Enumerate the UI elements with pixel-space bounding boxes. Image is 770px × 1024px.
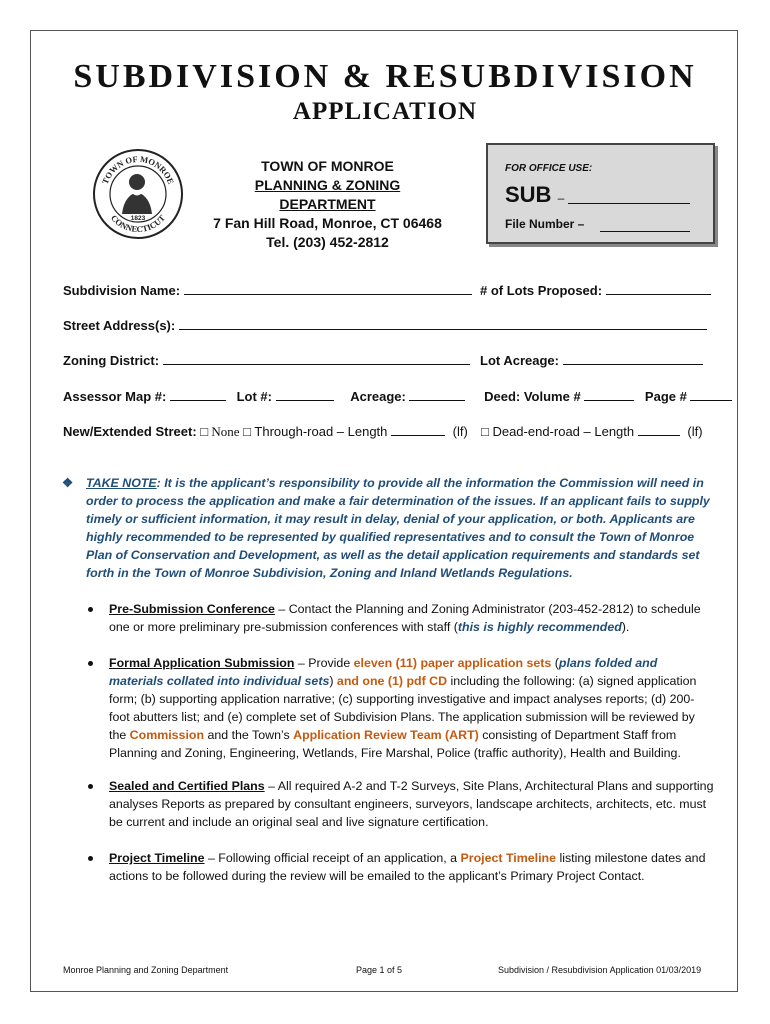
subdivision-name-label: Subdivision Name: <box>63 283 181 298</box>
subdivision-name-field[interactable] <box>184 293 472 295</box>
lf-unit-1: (lf) <box>452 424 468 439</box>
take-note-paragraph <box>62 474 712 582</box>
file-number-field[interactable] <box>600 231 690 232</box>
department-name: PLANNING & ZONING DEPARTMENT <box>254 177 401 212</box>
zoning-district-label: Zoning District: <box>63 353 160 368</box>
list-item-project-timeline: Project Timeline – Following official receipt of an application, a Project Timeline listing milestone dates and actions to be followed during the review will be emailed to the applicant’s Primary Project Contact. <box>88 849 714 885</box>
town-name: TOWN OF MONROE <box>261 158 394 174</box>
page-number-field[interactable] <box>690 399 732 401</box>
town-seal-logo <box>92 148 184 240</box>
file-number-label: File Number – <box>505 217 585 231</box>
lf-unit-2: (lf) <box>687 424 703 439</box>
zoning-district-field[interactable] <box>163 363 470 365</box>
list-item-sealed-plans: Sealed and Certified Plans – All required A-2 and T-2 Surveys, Site Plans, Architectural Plans and supporting analyses Reports as prepared by consultant engineers, surveyors, landscape architects, architects, etc. must be current and include an original seal and live signature certification. <box>88 777 714 831</box>
item-heading: Project Timeline <box>109 851 205 865</box>
assessor-map-label: Assessor Map #: <box>63 389 167 404</box>
lots-proposed-field[interactable] <box>606 293 711 295</box>
office-use-label: FOR OFFICE USE: <box>505 163 593 174</box>
option-dead-end-checkbox[interactable]: □ Dead-end-road – Length <box>481 424 635 439</box>
lot-number-label: Lot #: <box>236 389 272 404</box>
take-note-label: TAKE NOTE <box>86 476 157 490</box>
page-number-label: Page # <box>644 389 687 404</box>
new-street-row <box>63 424 468 440</box>
lot-acreage-label: Lot Acreage: <box>480 353 559 368</box>
list-item-pre-submission: Pre-Submission Conference – Contact the Planning and Zoning Administrator (203-452-2812) to schedule one or more preliminary pre-submission conferences with staff (this is highly recommended). <box>88 600 714 636</box>
lot-number-field[interactable] <box>276 399 334 401</box>
list-item-formal-submission: Formal Application Submission – Provide eleven (11) paper application sets (plans folded and materials collated into individual sets) and one (1) pdf CD including the following: (a) signed application form; (b) supporting application narrative; (c) supporting investigative and impact analyses reports; (d) 200-foot abutters list; and (e) complete set of Subdivision Plans. The application submission will be reviewed by the Commission and the Town’s Application Review Team (ART) consisting of Department Staff from Planning and Zoning, Engineering, Wetlands, Fire Marshal, Police (traffic authority), Health and Building. <box>88 654 714 762</box>
dead-end-row <box>481 424 703 439</box>
acreage-field[interactable] <box>409 399 465 401</box>
assessor-map-field[interactable] <box>170 399 226 401</box>
dead-end-length-field[interactable] <box>638 434 680 436</box>
diamond-bullet-icon: ❖ <box>62 476 74 490</box>
page-title: SUBDIVISION & RESUBDIVISION <box>73 58 697 95</box>
option-none-checkbox[interactable]: □ None <box>200 424 240 439</box>
bullet-icon <box>88 784 93 789</box>
svg-text:CONNECTICUT: CONNECTICUT <box>108 212 168 235</box>
item-heading: Formal Application Submission <box>109 656 295 670</box>
lots-proposed-label: # of Lots Proposed: <box>480 283 603 298</box>
deed-volume-label: Deed: Volume # <box>484 389 581 404</box>
street-address-field[interactable] <box>179 328 707 330</box>
office-use-box <box>486 143 715 244</box>
footer-left: Monroe Planning and Zoning Department <box>63 965 229 975</box>
lot-acreage-field[interactable] <box>563 363 703 365</box>
new-street-label: New/Extended Street: <box>63 424 197 439</box>
bullet-icon <box>88 661 93 666</box>
parcel-row <box>63 389 732 404</box>
town-header <box>205 157 450 252</box>
lots-proposed-row <box>480 283 711 298</box>
through-road-length-field[interactable] <box>391 434 445 436</box>
deed-volume-field[interactable] <box>584 399 634 401</box>
bullet-icon <box>88 607 93 612</box>
footer-right: Subdivision / Resubdivision Application 01/03/2019 <box>498 965 702 975</box>
street-address-label: Street Address(s): <box>63 318 176 333</box>
subdivision-name-row <box>63 283 472 298</box>
lot-acreage-row <box>480 353 703 368</box>
acreage-label: Acreage: <box>350 389 406 404</box>
sub-number-label: SUB – <box>505 182 565 207</box>
town-phone: Tel. (203) 452-2812 <box>266 234 389 250</box>
footer-page-number: Page 1 of 5 <box>356 965 403 975</box>
page-subtitle: APPLICATION <box>292 98 478 125</box>
item-heading: Pre-Submission Conference <box>109 602 275 616</box>
option-through-road-checkbox[interactable]: □ Through-road – Length <box>243 424 388 439</box>
take-note-text: : It is the applicant’s responsibility to provide all the information the Commission will need in order to process the application and make a fair determination of the issues. If an applicant fails to supply timely or sufficient information, it may result in delay, denial of your application, or both. Applicants are highly recommended to be represented by qualified representatives and to consult the Town of Monroe Plan of Conservation and Development, as well as the detail application requirements and standards set forth in the Town of Monroe Subdivision, Zoning and Inland Wetlands Regulations. <box>86 476 710 580</box>
svg-text:1823: 1823 <box>130 215 146 222</box>
item-heading: Sealed and Certified Plans <box>109 779 265 793</box>
bullet-icon <box>88 856 93 861</box>
zoning-district-row <box>63 353 470 368</box>
street-address-row <box>63 318 707 333</box>
sub-number-field[interactable] <box>568 203 690 204</box>
svg-text:TOWN OF MONROE: TOWN OF MONROE <box>99 153 177 186</box>
town-address: 7 Fan Hill Road, Monroe, CT 06468 <box>213 215 442 231</box>
